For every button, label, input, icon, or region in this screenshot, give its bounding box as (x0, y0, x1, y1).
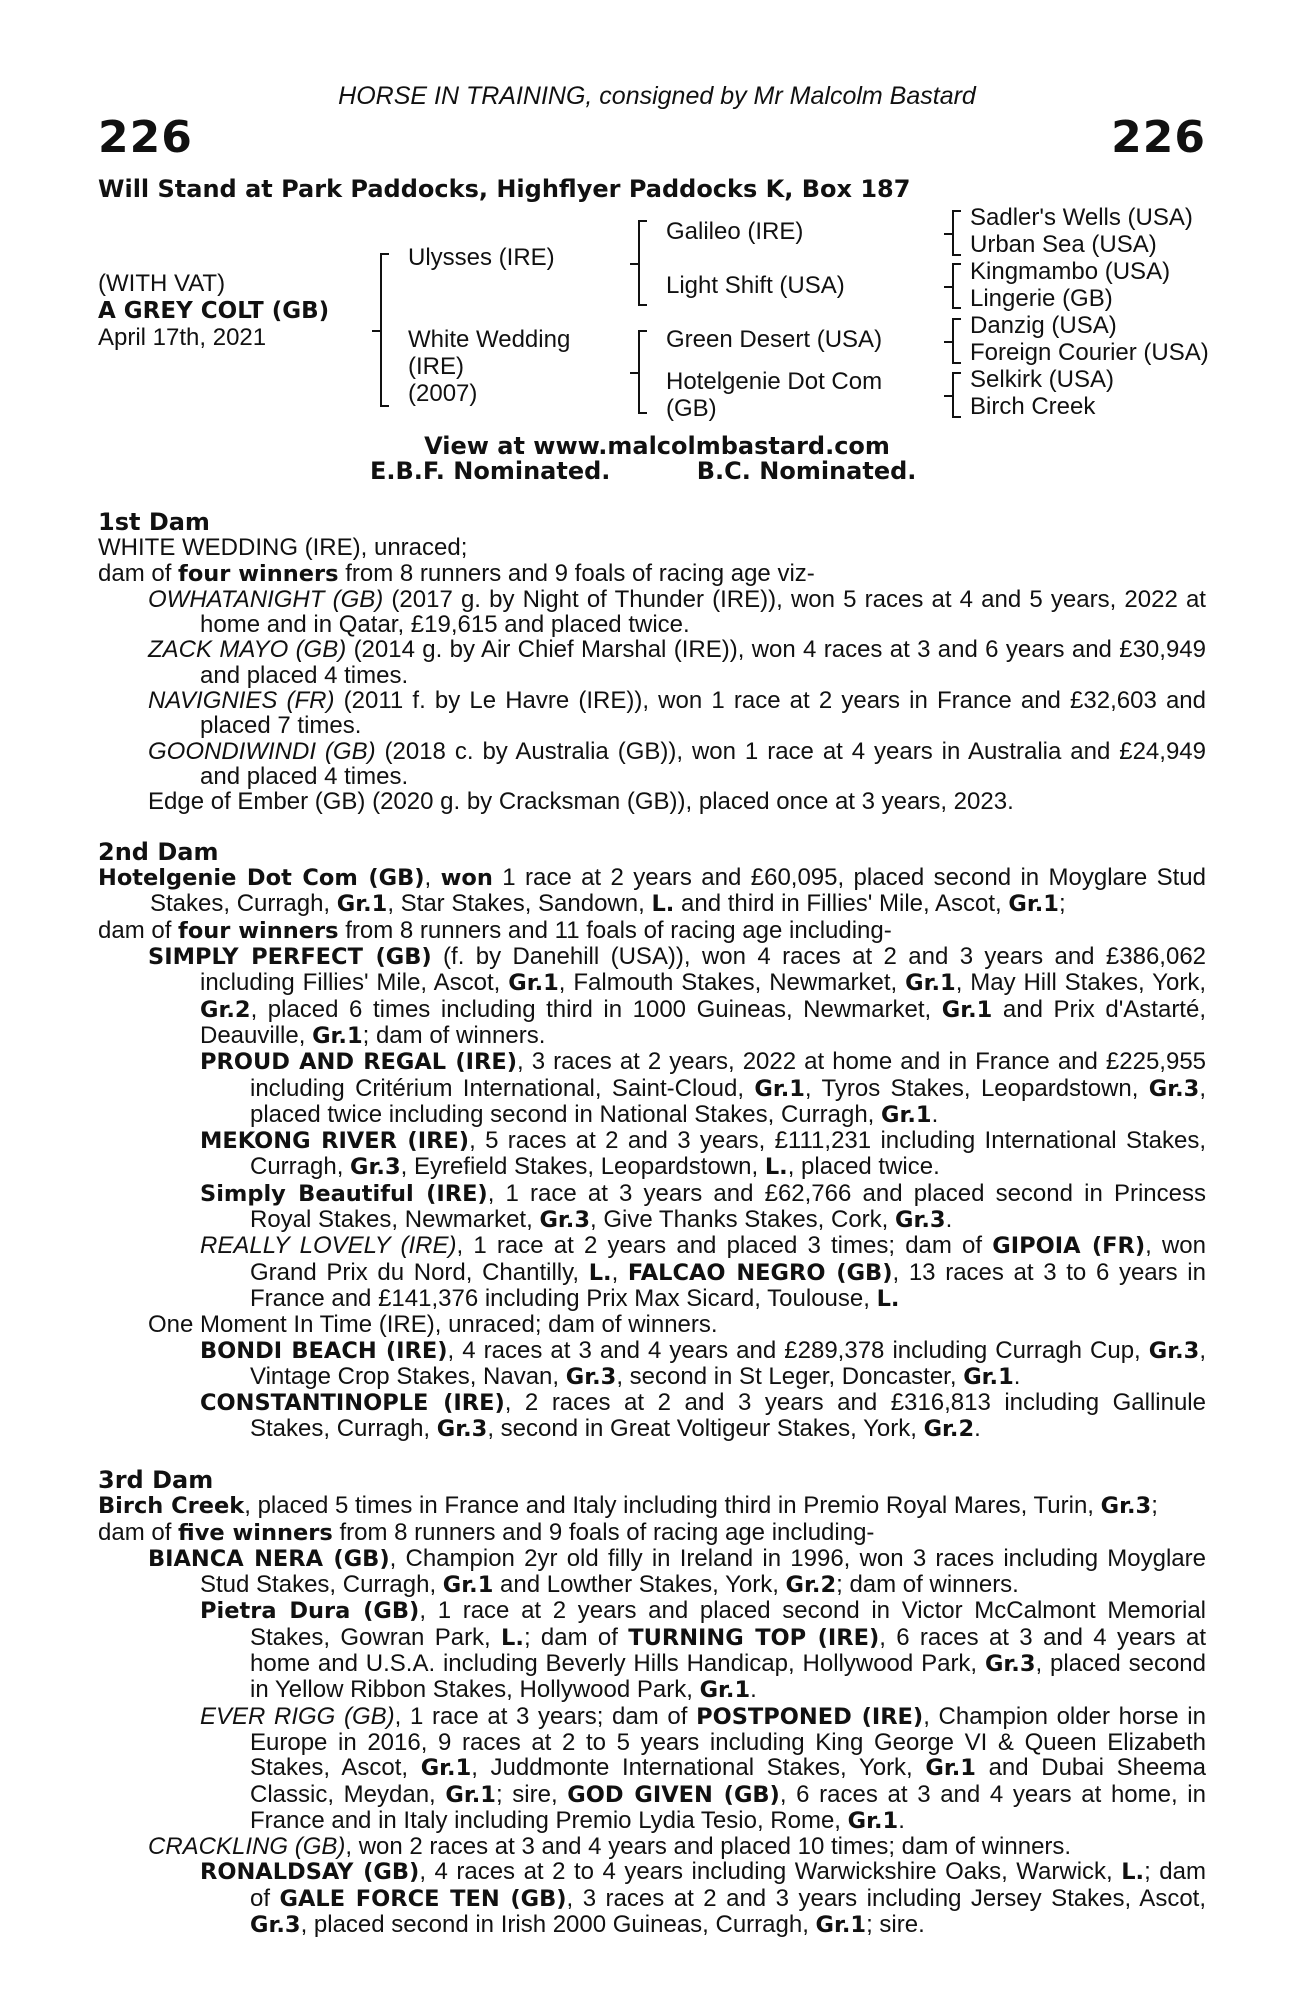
ancestor-1: Sadler's Wells (USA) (970, 204, 1193, 231)
brace-dam (638, 330, 647, 414)
first-dam-name: WHITE WEDDING (IRE), unraced; (98, 534, 468, 562)
dam-foaled: (2007) (408, 380, 478, 407)
first-dam-summary: dam of four winners from 8 runners and 9 foals of racing age viz- (98, 559, 815, 587)
catalogue-body (98, 510, 1206, 1938)
produce-pietra-dura: Pietra Dura (GB), 1 race at 2 years and placed second in Victor McCalmont Memorial Stakes, Gowran Park, L.; dam of TURNING TOP (IRE), 6 races at 3 and 4 years at home and U.S.A. including Beverly Hills Handicap, Hollywood Park, Gr.3, placed second in Yellow Ribbon Stakes, Hollywood Park, Gr.1. (200, 1597, 1206, 1704)
sire-dam: Light Shift (USA) (666, 272, 845, 299)
dam-name-2: (IRE) (408, 353, 464, 380)
brace-g1 (952, 210, 961, 256)
dam-dam-1: Hotelgenie Dot Com (666, 368, 883, 395)
first-dam-heading: 1st Dam (98, 508, 210, 536)
second-dam-summary: dam of four winners from 8 runners and 11 foals of racing age including- (98, 916, 892, 944)
ancestor-8: Birch Creek (970, 393, 1096, 420)
foaled-date: April 17th, 2021 (98, 324, 267, 351)
second-dam-heading: 2nd Dam (98, 837, 219, 866)
produce-constantinople: CONSTANTINOPLE (IRE), 2 races at 2 and 3 years and £316,813 including Gallinule Stakes, Curragh, Gr.3, second in Great Voltigeur Stakes, York, Gr.2. (200, 1389, 1206, 1443)
ancestor-7: Selkirk (USA) (970, 366, 1115, 393)
lot-title: A GREY COLT (GB) (98, 298, 330, 324)
stand-location: Will Stand at Park Paddocks, Highflyer Paddocks K, Box 187 (98, 175, 911, 203)
produce-mekong-river: MEKONG RIVER (IRE), 5 races at 2 and 3 years, £111,231 including International Stakes, Curragh, Gr.3, Eyrefield Stakes, Leopardstown, L., placed twice. (200, 1127, 1206, 1181)
produce-owhatanight: OWHATANIGHT (GB) (2017 g. by Night of Thunder (IRE)), won 5 races at 4 and 5 years, 2022 at home and in Qatar, £19,615 and placed twice. (148, 585, 1206, 639)
produce-goondiwindi: GOONDIWINDI (GB) (2018 c. by Australia (GB)), won 1 race at 4 years in Australia and £24,949 and placed 4 times. (148, 737, 1206, 790)
produce-navignies: NAVIGNIES (FR) (2011 f. by Le Havre (IRE)), won 1 race at 2 years in France and £32,603 and placed 7 times. (148, 687, 1206, 740)
produce-zack-mayo: ZACK MAYO (GB) (2014 g. by Air Chief Marshal (IRE)), won 4 races at 3 and 6 years and £30,949 and placed 4 times. (148, 636, 1206, 689)
dam-dam-2: (GB) (666, 395, 717, 422)
sire-sire: Galileo (IRE) (666, 218, 804, 245)
produce-edge-of-ember: Edge of Ember (GB) (2020 g. by Cracksman (GB)), placed once at 3 years, 2023. (148, 788, 1014, 816)
sire: Ulysses (IRE) (408, 244, 555, 271)
brace-main (380, 253, 389, 407)
lot-number-right: 226 (1111, 112, 1206, 163)
nomination-line (370, 457, 970, 485)
ebf-nominated: E.B.F. Nominated. (370, 457, 611, 485)
produce-proud-and-regal: PROUD AND REGAL (IRE), 3 races at 2 years, 2022 at home and in France and £225,955 including Critérium International, Saint-Cloud, Gr.1, Tyros Stakes, Leopardstown, Gr.3, placed twice including second in National Stakes, Curragh, Gr.1. (200, 1048, 1207, 1128)
brace-sire (638, 220, 647, 306)
third-dam-record: Birch Creek, placed 5 times in France and Italy including third in Premio Royal Mares, Turin, Gr.3; (98, 1492, 1158, 1520)
dam-name-1: White Wedding (408, 326, 571, 353)
produce-really-lovely: REALLY LOVELY (IRE), 1 race at 2 years and placed 3 times; dam of GIPOIA (FR), won Grand Prix du Nord, Chantilly, L., FALCAO NEGRO (GB), 13 races at 3 to 6 years in France and £141,376 including Prix Max Sicard, Toulouse, L. (200, 1232, 1206, 1312)
consignment-line: HORSE IN TRAINING, consigned by Mr Malcolm Bastard (338, 82, 976, 110)
ancestor-5: Danzig (USA) (970, 312, 1117, 339)
second-dam-record: Hotelgenie Dot Com (GB), won 1 race at 2 years and £60,095, placed second in Moyglare Stud Stakes, Curragh, Gr.1, Star Stakes, Sandown, L. and third in Fillies' Mile, Ascot, Gr.1; (98, 864, 1206, 918)
produce-ronaldsay: RONALDSAY (GB), 4 races at 2 to 4 years including Warwickshire Oaks, Warwick, L.; dam of GALE FORCE TEN (GB), 3 races at 2 and 3 years including Jersey Stakes, Ascot, Gr.3, placed second in Irish 2000 Guineas, Curragh, Gr.1; sire. (200, 1858, 1206, 1939)
website-line: View at www.malcolmbastard.com (424, 432, 890, 460)
third-dam-heading: 3rd Dam (98, 1465, 214, 1494)
ancestor-6: Foreign Courier (USA) (970, 339, 1209, 366)
ancestor-4: Lingerie (GB) (970, 285, 1113, 312)
dam-sire: Green Desert (USA) (666, 326, 883, 353)
produce-crackling: CRACKLING (GB), won 2 races at 3 and 4 years and placed 10 times; dam of winners. (148, 1833, 1072, 1861)
produce-one-moment-in-time: One Moment In Time (IRE), unraced; dam of winners. (148, 1311, 718, 1339)
third-dam-summary: dam of five winners from 8 runners and 9 foals of racing age including- (98, 1518, 875, 1546)
ancestor-3: Kingmambo (USA) (970, 258, 1171, 285)
bc-nominated: B.C. Nominated. (696, 457, 917, 485)
brace-g3 (952, 318, 961, 364)
produce-simply-beautiful: Simply Beautiful (IRE), 1 race at 3 years and £62,766 and placed second in Princess Royal Stakes, Newmarket, Gr.3, Give Thanks Stakes, Cork, Gr.3. (200, 1179, 1206, 1234)
brace-g4 (952, 372, 961, 418)
brace-g2 (952, 263, 961, 309)
produce-bianca-nera: BIANCA NERA (GB), Champion 2yr old filly in Ireland in 1996, won 3 races including Moyglare Stud Stakes, Curragh, Gr.1 and Lowther Stakes, York, Gr.2; dam of winners. (148, 1544, 1206, 1599)
vat-note: (WITH VAT) (98, 270, 226, 297)
produce-ever-rigg: EVER RIGG (GB), 1 race at 3 years; dam of POSTPONED (IRE), Champion older horse in Europe in 2016, 9 races at 2 to 5 years including King George VI & Queen Elizabeth Stakes, Ascot, Gr.1, Juddmonte International Stakes, York, Gr.1 and Dubai Sheema Classic, Meydan, Gr.1; sire, GOD GIVEN (GB), 6 races at 3 and 4 years at home, in France and in Italy including Premio Lydia Tesio, Rome, Gr.1. (200, 1702, 1206, 1834)
ancestor-2: Urban Sea (USA) (970, 231, 1157, 258)
lot-number-left: 226 (98, 112, 193, 163)
produce-bondi-beach: BONDI BEACH (IRE), 4 races at 3 and 4 years and £289,378 including Curragh Cup, Gr.3, Vintage Crop Stakes, Navan, Gr.3, second in St Leger, Doncaster, Gr.1. (200, 1336, 1207, 1390)
produce-simply-perfect: SIMPLY PERFECT (GB) (f. by Danehill (USA)), won 4 races at 2 and 3 years and £386,062 including Fillies' Mile, Ascot, Gr.1, Falmouth Stakes, Newmarket, Gr.1, May Hill Stakes, York, Gr.2, placed 6 times including third in 1000 Guineas, Newmarket, Gr.1 and Prix d'Astarté, Deauville, Gr.1; dam of winners. (148, 943, 1207, 1049)
